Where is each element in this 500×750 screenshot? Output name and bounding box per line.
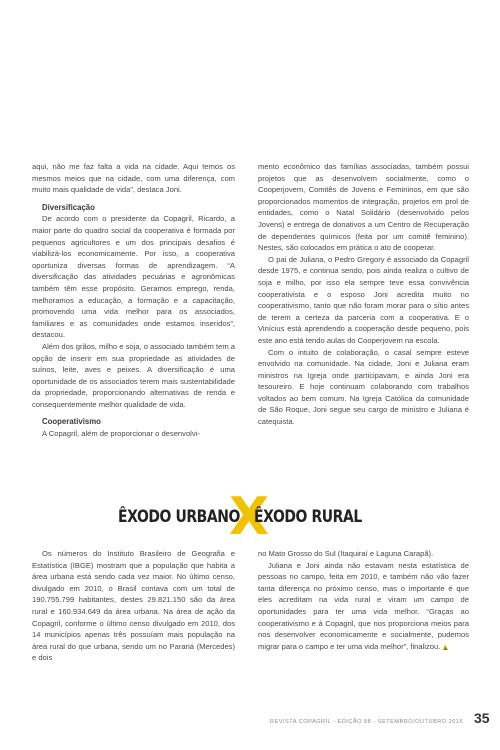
article-column-top-left: [32, 161, 235, 440]
paragraph: [32, 428, 235, 440]
paragraph: [258, 560, 469, 653]
paragraph-text: A Copagril, além de proporcionar o desenvolvi-: [42, 429, 200, 439]
paragraph-text: Além dos grãos, milho e soja, o associado também tem a opção de inserir em sua propriedade as atividades de suínos, leite, aves e peixes. A diversificação é uma oportunidade de os associados terem mais sustentabilidade da propriedade, proporcionando alternativas de renda e consequentemente melhor qualidade de vida.: [32, 341, 235, 409]
magazine-footer: REVISTA COPAGRIL - EDIÇÃO 88 - SETEMBRO/OUTUBRO 2015: [270, 719, 464, 725]
paragraph: [32, 548, 235, 664]
paragraph: [258, 161, 469, 254]
subheading-text: Cooperativismo: [42, 417, 101, 427]
headline-left-word: ÊXODO URBANO: [118, 507, 240, 527]
paragraph-text: aqui, não me faz falta a vida na cidade. Aqui temos os mesmos meios que na cidade, com uma diferença, com muito mais qualidade de vida”, destaca Joni.: [32, 162, 235, 195]
leaf-icon: [442, 644, 449, 650]
paragraph-text: Os números do Instituto Brasileiro de Geografia e Estatística (IBGE) mostram que a população que habita a área urbana está sendo cada vez maior. No último censo, divulgado em 2010, o Brasil contava com um total de 190.755.799 habitantes, destes 29.821.150 são da área rural e 160.934.649 da área urbana. Na área de ação da Copagril, conforme o último censo divulgado em 2010, dos 14 municípios apenas três possuíam mais população na área rural do que urbana, sendo um no Paraná (Mercedes) e dois: [32, 549, 235, 663]
article-column-bottom-left: [32, 548, 235, 664]
section-subheading: [42, 416, 235, 428]
section-headline: [0, 487, 500, 547]
paragraph: [32, 213, 235, 341]
paragraph-text: Com o intuito de colaboração, o casal sempre esteve envolvido na comunidade. Na cidade, Joni e Juliana eram ministros na Igreja onde participavam, e ainda Joni era tesoureiro. E hoje continuam colaborando com trabalhos voltados ao bem comum. Na Igreja Católica da comunidade de São Roque, Joni segue seu cargo de ministro e Juliana é catequista.: [258, 347, 469, 427]
headline-x-mark: X: [229, 487, 270, 547]
paragraph-text: De acordo com o presidente da Copagril, Ricardo, a maior parte do quadro social da cooperativa é formada por pequenos agricultores e um dos principais desafios é viabilizá-los economicamente. Por isso, a cooperativa oportuniza diversas formas de aprendizagem. “A diversificação das atividades pecuárias e agronômicas também têm esse propósito. Geramos emprego, renda, melhoramos a educação, a formação e a capacitação, promovendo uma vida melhor para os associados, familiares e as comunidades onde estamos inseridos”, destacou.: [32, 214, 235, 340]
article-column-bottom-right: [258, 548, 469, 652]
paragraph: [258, 254, 469, 347]
paragraph: [258, 347, 469, 428]
paragraph-text: Juliana e Joni ainda não estavam nesta estatística de pessoas no campo, feita em 2010, e também não vão fazer tanta diferença no próximo censo, mas o importante é que eles acreditam na vida rural e viram um campo de oportunidades para ter uma vida melhor. “Graças ao cooperativismo e à Copagril, que nos proporciona meios para nos desenvolver economicamente e socialmente, pudemos migrar para o campo e ter uma vida melhor”, finalizou.: [258, 560, 469, 651]
headline-right-word: ÊXODO RURAL: [254, 507, 362, 527]
section-subheading: [42, 202, 235, 214]
paragraph-text: O pai de Juliana, o Pedro Gregory é associado da Copagril desde 1975, e continua sendo, pois ainda realiza o cultivo de soja e milho, por isso ela sempre teve essa convivência cooperativista e o esposo Joni acredita muito no cooperativismo, tanto que não foram morar para o sítio antes de terem a certeza da parceria com a cooperativa. E o Vinícius está aprendendo a cooperação desde pequeno, pois este ano está tendo aulas do Cooperjovem na escola.: [258, 254, 469, 345]
paragraph: [258, 548, 469, 560]
paragraph: [32, 161, 235, 196]
paragraph: [32, 341, 235, 411]
subheading-text: Diversificação: [42, 202, 95, 212]
article-column-top-right: [258, 161, 469, 428]
paragraph-text: no Mato Grosso do Sul (Itaquiraí e Laguna Carapã).: [258, 549, 434, 558]
paragraph-text: mento econômico das famílias associadas, também possui projetos que as desenvolvem socialmente, como o Cooperjovem, Comitês de Jovens e Femininos, em que são proporcionados momentos de integração, projetos em prol de entidades, como o Natal Solidário (desenvolvido pelos Jovens) e entrega de donativos a um Centro de Recuperação de dependentes químicos (feita por um comitê feminino). Nestes, são colocados em prática o ato de cooperar.: [258, 162, 469, 253]
page-number: 35: [474, 710, 490, 726]
